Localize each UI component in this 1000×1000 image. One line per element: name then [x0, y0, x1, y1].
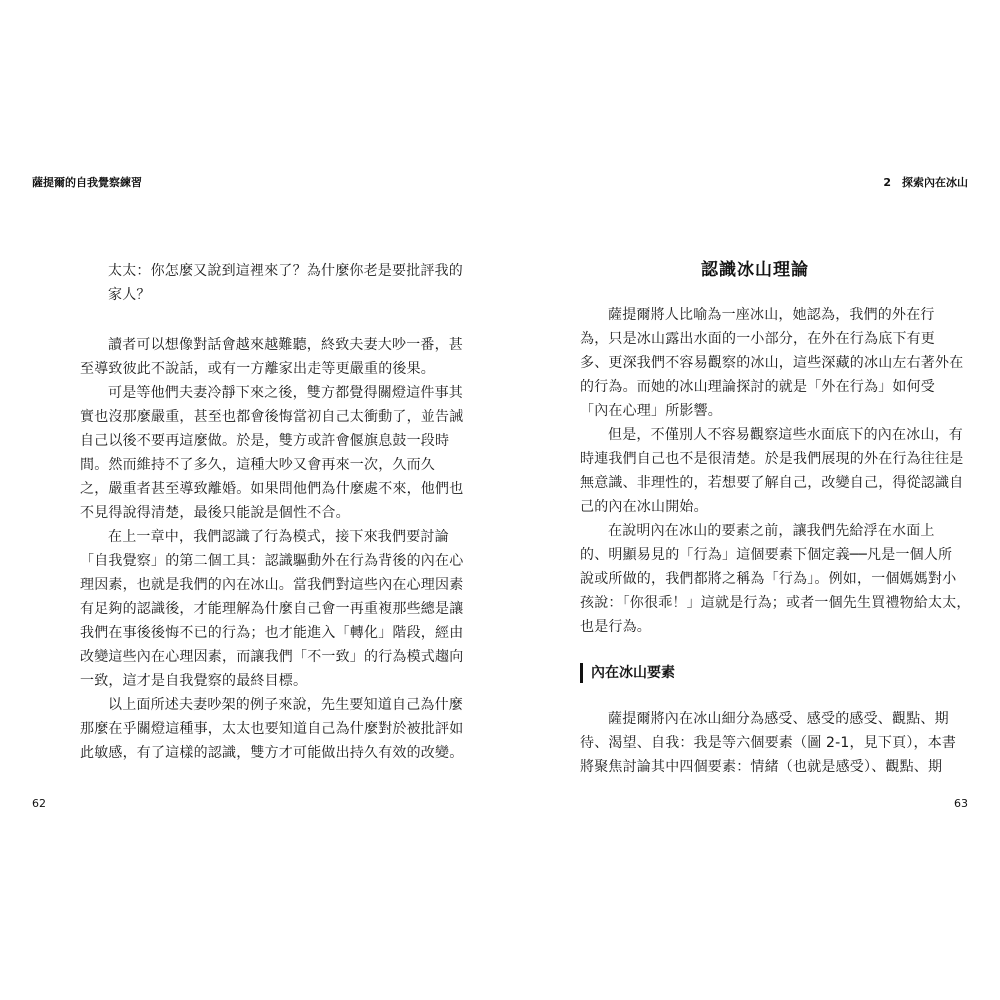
subheading: 內在冰山要素	[580, 663, 960, 683]
text-line: 改變這些內在心理因素，而讓我們「不一致」的行為模式趨向	[80, 649, 464, 665]
right-page-number: 63	[954, 797, 968, 810]
text-line: 孩說：「你很乖！」這就是行為；或者一個先生買禮物給太太，	[580, 595, 971, 611]
text-line: 在說明內在冰山的要素之前，讓我們先給浮在水面上	[608, 523, 935, 539]
dialogue-line: 家人？	[108, 287, 151, 303]
text-line: 間。然而維持不了多久，這種大吵又會再來一次，久而久	[80, 457, 435, 473]
text-line: 己的內在冰山開始。	[580, 499, 708, 515]
text-line: 薩提爾將人比喻為一座冰山，她認為，我們的外在行	[608, 307, 935, 323]
paragraph	[80, 693, 463, 765]
text-line: 有足夠的認識後，才能理解為什麼自己會一再重複那些總是讓	[80, 601, 464, 617]
left-running-head: 薩提爾的自我覺察練習	[32, 176, 142, 189]
text-line: 「自我覺察」的第二個工具：認識驅動外在行為背後的內在心	[80, 553, 464, 569]
right-running-head: 2 探索內在冰山	[883, 176, 968, 189]
text-line: 但是，不僅別人不容易觀察這些水面底下的內在冰山，有	[608, 427, 963, 443]
section-title: 認識冰山理論	[701, 260, 809, 280]
paragraph	[80, 525, 463, 693]
text-line: 那麼在乎關燈這種事，太太也要知道自己為什麼對於被批評如	[80, 721, 464, 737]
text-line: 實也沒那麼嚴重，甚至也都會後悔當初自己太衝動了，並告誡	[80, 409, 464, 425]
text-line: 的、明顯易見的「行為」這個要素下個定義──凡是一個人所	[580, 547, 953, 563]
text-line: 說或所做的，我們都將之稱為「行為」。例如，一個媽媽對小	[580, 571, 957, 587]
text-line: 我們在事後後悔不已的行為；也才能進入「轉化」階段，經由	[80, 625, 464, 641]
text-line: 也是行為。	[580, 619, 651, 635]
text-line: 理因素，也就是我們的內在冰山。當我們對這些內在心理因素	[80, 577, 464, 593]
text-line: 讀者可以想像對話會越來越難聽，終致夫妻大吵一番，甚	[108, 337, 463, 353]
right-page-body	[580, 259, 971, 779]
text-line: 薩提爾將內在冰山細分為感受、感受的感受、觀點、期	[608, 711, 949, 727]
paragraph	[80, 381, 463, 525]
text-line: 多、更深我們不容易觀察的冰山，這些深藏的冰山左右著外在	[580, 355, 964, 371]
left-page-body	[80, 259, 463, 765]
text-line: 可是等他們夫妻冷靜下來之後，雙方都覺得關燈這件事其	[108, 385, 463, 401]
dialogue-block	[80, 259, 463, 307]
paragraph	[580, 423, 964, 519]
text-line: 之，嚴重者甚至導致離婚。如果問他們為什麼處不來，他們也	[80, 481, 464, 497]
text-line: 時連我們自己也不是很清楚。於是我們展現的外在行為往往是	[580, 451, 964, 467]
paragraph	[80, 333, 463, 381]
paragraph	[580, 707, 960, 779]
text-line: 為，只是冰山露出水面的一小部分，在外在行為底下有更	[580, 331, 935, 347]
text-line: 在上一章中，我們認識了行為模式，接下來我們要討論	[108, 529, 449, 545]
text-line: 將聚焦討論其中四個要素：情緒（也就是感受）、觀點、期	[580, 759, 943, 775]
text-line: 至導致彼此不說話，或有一方離家出走等更嚴重的後果。	[80, 361, 435, 377]
text-line: 待、渴望、自我：我是等六個要素（圖 2-1，見下頁），本書	[580, 735, 957, 751]
dialogue-line: 太太：你怎麼又說到這裡來了？為什麼你老是要批評我的	[108, 263, 463, 279]
text-line: 一致，這才是自我覺察的最終目標。	[80, 673, 308, 689]
text-line: 的行為。而她的冰山理論探討的就是「外在行為」如何受	[580, 379, 935, 395]
paragraph	[580, 519, 971, 639]
text-line: 「內在心理」所影響。	[580, 403, 722, 419]
text-line: 以上面所述夫妻吵架的例子來說，先生要知道自己為什麼	[108, 697, 463, 713]
text-line: 無意識、非理性的，若想要了解自己，改變自己，得從認識自	[580, 475, 964, 491]
text-line: 不見得說得清楚，最後只能說是個性不合。	[80, 505, 350, 521]
text-line: 此敏感，有了這樣的認識，雙方才可能做出持久有效的改變。	[80, 745, 464, 761]
text-line: 自己以後不要再這麼做。於是，雙方或許會偃旗息鼓一段時	[80, 433, 450, 449]
left-page-number: 62	[32, 797, 46, 810]
paragraph	[580, 303, 964, 423]
